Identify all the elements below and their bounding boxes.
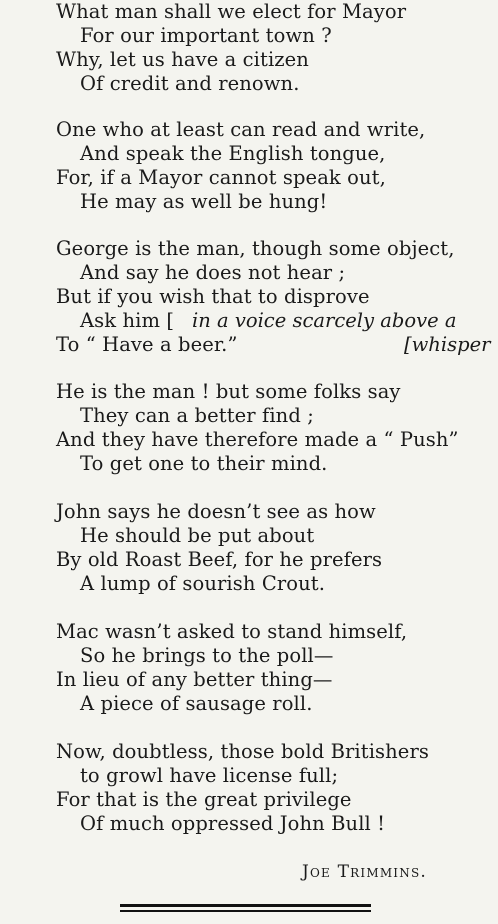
closing-rule: [120, 910, 371, 912]
poem-line: A piece of sausage roll.: [80, 692, 313, 715]
poem-line: But if you wish that to disprove: [56, 285, 370, 308]
poem-line: To “ Have a beer.”: [56, 333, 238, 356]
poem-line: Of much oppressed John Bull !: [80, 812, 386, 835]
poem-line: For our important town ?: [80, 24, 332, 47]
poem-line: Mac wasn’t asked to stand himself,: [56, 620, 408, 643]
poem-line: John says he doesn’t see as how: [56, 500, 376, 523]
closing-rule: [120, 904, 371, 907]
poem-line: In lieu of any better thing—: [56, 668, 333, 691]
poem-line: By old Roast Beef, for he prefers: [56, 548, 383, 571]
poem-line: Now, doubtless, those bold Britishers: [56, 740, 429, 763]
poem-line: He should be put about: [80, 524, 315, 547]
poem-line: So he brings to the poll—: [80, 644, 334, 667]
poem-line: They can a better find ;: [80, 404, 314, 427]
poem-line: One who at least can read and write,: [56, 118, 426, 141]
poem-line: And speak the English tongue,: [80, 142, 386, 165]
poem-line: To get one to their mind.: [80, 452, 328, 475]
poem-line: Ask him [: [80, 309, 175, 332]
stage-direction: [whisper: [404, 333, 491, 356]
poem-line: He may as well be hung!: [80, 190, 328, 213]
poem-line: Why, let us have a citizen: [56, 48, 309, 71]
stage-direction: in a voice scarcely above a: [192, 309, 457, 332]
author-signature: Joe Trimmins.: [302, 862, 427, 882]
poem-line: to growl have license full;: [80, 764, 339, 787]
poem-line: He is the man ! but some folks say: [56, 380, 401, 403]
poem-line: Of credit and renown.: [80, 72, 300, 95]
poem-line: And they have therefore made a “ Push”: [56, 428, 459, 451]
poem-line: George is the man, though some object,: [56, 237, 455, 260]
poem-line: And say he does not hear ;: [80, 261, 346, 284]
poem-line: A lump of sourish Crout.: [80, 572, 326, 595]
poem-line: For, if a Mayor cannot speak out,: [56, 166, 386, 189]
poem-line: For that is the great privilege: [56, 788, 352, 811]
poem-line: What man shall we elect for Mayor: [56, 0, 407, 23]
